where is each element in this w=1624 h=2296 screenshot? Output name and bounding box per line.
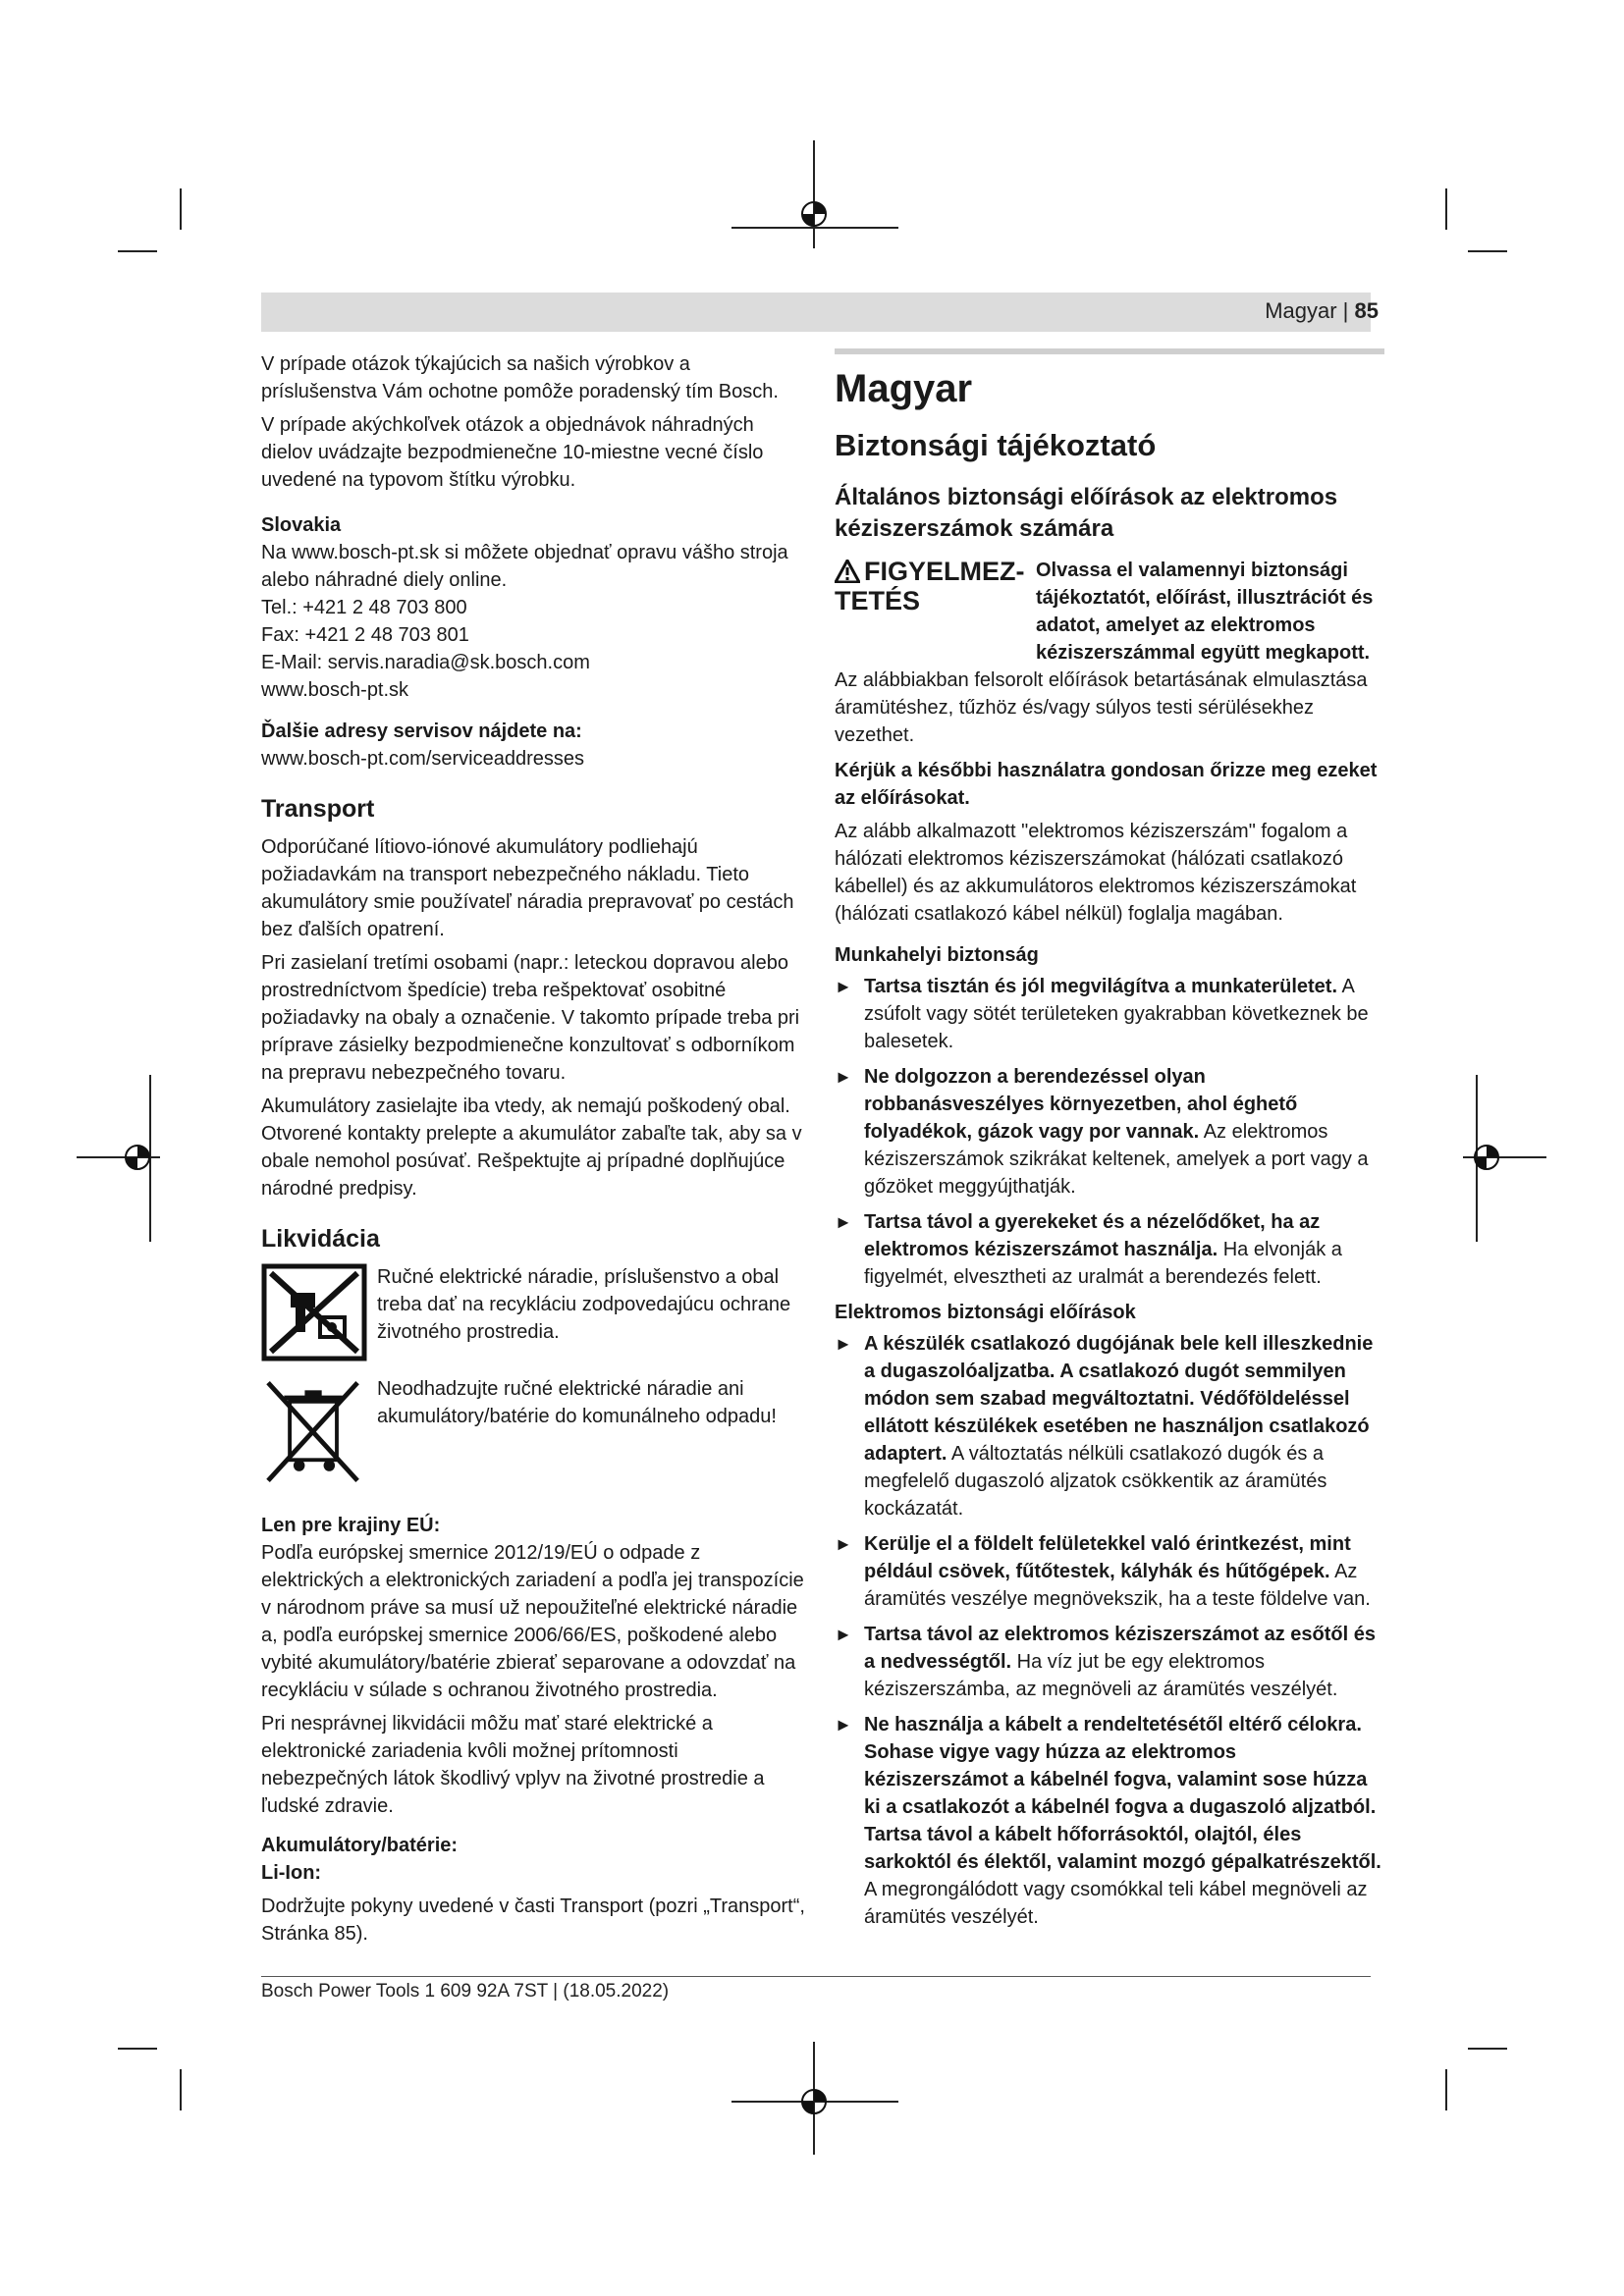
registration-target-icon	[1472, 1143, 1501, 1172]
addresses-url: www.bosch-pt.com/serviceaddresses	[261, 748, 585, 770]
footer-rule	[261, 1976, 1371, 1977]
registration-line	[813, 140, 815, 248]
disposal-bin-text: Neodhadzujte ručné elektrické náradie ani akumulátory/batérie do komunálneho odpadu!	[377, 1378, 777, 1427]
recycling-tools-icon	[261, 1263, 367, 1362]
list-item-bold: Kerülje el a földelt felületekkel való érintkezést, mint például csövek, fűtőtestek, kályhák és hűtőgépek.	[864, 1533, 1351, 1582]
crop-mark	[1445, 188, 1447, 230]
general-safety-heading: Általános biztonsági előírások az elektromos kéziszerszámok számára	[835, 484, 1338, 542]
crossed-out-bin-icon	[261, 1375, 367, 1488]
list-item-text: Az áramütés veszélye megnövekszik, ha a teste földelve van.	[864, 1561, 1371, 1610]
list-item-bold: Tartsa tisztán és jól megvilágítva a munkaterületet.	[864, 976, 1338, 997]
list-item-bold: Ne használja a kábelt a rendeltetésétől eltérő célokra. Sohase vigye vagy húzza az elektromos kéziszerszámot a kábelnél fogva, valamint sose húzza ki a csatlakozót a kábelnél fogva a dugaszoló aljzatból. Tartsa távol a kábelt hőforrásoktól, olajtól, éles sarkoktól és élektől, valamint mozgó gépalkatrészektől.	[864, 1714, 1381, 1873]
crop-mark	[1468, 250, 1507, 252]
bullet-arrow-icon: ►	[835, 977, 852, 996]
list-item-bold: Tartsa távol a gyerekeket és a nézelődőket, ha az elektromos kéziszerszámot használja.	[864, 1211, 1321, 1260]
page-header-label: Magyar | 85	[1265, 298, 1379, 323]
slovakia-line: Na www.bosch-pt.sk si môžete objednať opravu vášho stroja alebo náhradné diely online.	[261, 542, 788, 591]
section-rule	[835, 348, 1384, 354]
list-item-text: Az elektromos kéziszerszámok szikrákat keltenek, amelyek a port vagy a gőzöket meggyújthatják.	[864, 1121, 1369, 1198]
warning-consequence-text: Az alábbiakban felsorolt előírások betartásának elmulasztása áramütéshez, tűzhöz és/vagy súlyos testi sérülésekhez vezethet.	[835, 669, 1368, 746]
slovakia-email: E-Mail: servis.naradia@sk.bosch.com	[261, 652, 590, 673]
list-item-text: Ha elvonják a figyelmét, elvesztheti az uralmát a berendezés felett.	[864, 1239, 1342, 1288]
bullet-arrow-icon: ►	[835, 1212, 852, 1232]
eu-heading: Len pre krajiny EÚ:	[261, 1515, 441, 1536]
warning-label	[835, 557, 1036, 615]
slovakia-fax: Fax: +421 2 48 703 801	[261, 624, 469, 646]
electrical-safety-list	[835, 1330, 1384, 1931]
bullet-arrow-icon: ►	[835, 1067, 852, 1087]
bullet-arrow-icon: ►	[835, 1715, 852, 1735]
right-column	[835, 348, 1384, 1939]
disposal-bin-row	[261, 1375, 806, 1488]
list-item-text: A változtatás nélküli csatlakozó dugók és a megfelelő dugaszoló aljzatok csökkentik az áramütés kockázatát.	[864, 1443, 1327, 1520]
list-item-bold: Tartsa távol az elektromos kéziszerszámot az esőtől és a nedvességtől.	[864, 1624, 1376, 1673]
footer-text: Bosch Power Tools 1 609 92A 7ST | (18.05.2022)	[261, 1981, 670, 2002]
language-title: Magyar	[835, 367, 973, 410]
list-item-bold: A készülék csatlakozó dugójának bele kell illeszkednie a dugaszolóaljzatba. A csatlakozó dugót semmilyen módon sem szabad megváltoztatni. Védőföldeléssel ellátott készülékek esetében ne használjon csatlakozó adaptert.	[864, 1333, 1374, 1465]
battery-heading: Akumulátory/batérie:	[261, 1835, 459, 1856]
liion-text: Dodržujte pokyny uvedené v časti Transport (pozri „Transport“, Stránka 85).	[261, 1896, 805, 1945]
warning-bold-text: Olvassa el valamennyi biztonsági tájékoztatót, előírást, illusztrációt és adatot, amelyet az elektromos kéziszerszámmal együtt megkapott.	[1036, 560, 1374, 664]
bullet-arrow-icon: ►	[835, 1334, 852, 1354]
crop-mark	[118, 2048, 157, 2050]
bullet-arrow-icon: ►	[835, 1625, 852, 1644]
list-item	[835, 1330, 1384, 1522]
work-area-heading: Munkahelyi biztonság	[835, 944, 1039, 966]
list-item	[835, 973, 1384, 1055]
disposal-recycle-text: Ručné elektrické náradie, príslušenstvo a obal treba dať na recykláciu zodpovedajúcu ochrane životného prostredia.	[377, 1266, 791, 1343]
transport-heading: Transport	[261, 795, 375, 823]
list-item	[835, 1711, 1384, 1931]
transport-paragraph: Akumulátory zasielajte iba vtedy, ak nemajú poškodený obal. Otvorené kontakty prelepte a akumulátor zabaľte tak, aby sa v obale nemohol posúvať. Rešpektujte aj prípadné doplňujúce národné predpisy.	[261, 1095, 802, 1200]
disposal-recycle-row	[261, 1263, 806, 1362]
list-item-text: A zsúfolt vagy sötét területeken gyakrabban következnek be balesetek.	[864, 976, 1369, 1052]
header-section: Magyar	[1265, 298, 1337, 323]
work-area-list	[835, 973, 1384, 1291]
crop-mark	[180, 188, 182, 230]
slovakia-heading: Slovakia	[261, 514, 342, 536]
warning-block	[835, 557, 1384, 667]
warning-label-part: FIGYELMEZ-	[864, 557, 1025, 586]
warning-triangle-icon	[835, 560, 860, 583]
left-column	[261, 350, 806, 1948]
eu-paragraph: Podľa európskej smernice 2012/19/EÚ o odpade z elektrických a elektronických zariadení a podľa jej transpozície v národnom práve sa musí už nepoužiteľné elektrické náradie a, podľa európskej smernice 2006/66/ES, poškodené alebo vybité akumulátory/batérie zbierať separovane a odovzdať na recykláciu v súlade s ochranou životného prostredia.	[261, 1542, 804, 1701]
slovakia-phone: Tel.: +421 2 48 703 800	[261, 597, 467, 618]
registration-target-icon	[799, 2087, 829, 2116]
list-item	[835, 1063, 1384, 1201]
crop-mark	[180, 2069, 182, 2110]
eu-paragraph: Pri nesprávnej likvidácii môžu mať staré elektrické a elektronické zariadenia kvôli možnej prítomnosti nebezpečných látok škodlivý vplyv na životné prostredie a ľudské zdravie.	[261, 1713, 765, 1817]
safety-title: Biztonsági tájékoztató	[835, 428, 1157, 462]
list-item-bold: Ne dolgozzon a berendezéssel olyan robbanásveszélyes környezetben, ahol éghető folyadékok, gázok vagy por vannak.	[864, 1066, 1298, 1143]
disposal-heading: Likvidácia	[261, 1225, 380, 1253]
electrical-safety-heading: Elektromos biztonsági előírások	[835, 1302, 1136, 1323]
keep-instructions-notice: Kérjük a későbbi használatra gondosan őrizze meg ezeket az előírásokat.	[835, 760, 1378, 809]
transport-paragraph: Pri zasielaní tretími osobami (napr.: leteckou dopravou alebo prostredníctvom špedície) treba rešpektovať osobitné požiadavky na obaly a označenie. V takomto prípade treba pri príprave zásielky bezpodmienečne konzultovať s odborníkom na prepravu nebezpečného tovaru.	[261, 952, 800, 1084]
term-definition-paragraph: Az alább alkalmazott "elektromos kéziszerszám" fogalom a hálózati elektromos kéziszerszámokat (hálózati csatlakozó kábellel) és az akkumulátoros elektromos kéziszerszámokat (hálózati csatlakozó kábel nélkül) foglalja magában.	[835, 821, 1357, 925]
crop-mark	[118, 250, 157, 252]
page-header-bar	[261, 293, 1371, 332]
liion-heading: Li-Ion:	[261, 1862, 322, 1884]
page-number: 85	[1354, 298, 1379, 323]
intro-paragraph: V prípade akýchkoľvek otázok a objednávok náhradných dielov uvádzajte bezpodmienečne 10-miestne vecné číslo uvedené na typovom štítku výrobku.	[261, 414, 764, 491]
list-item	[835, 1530, 1384, 1613]
list-item	[835, 1621, 1384, 1703]
registration-target-icon	[123, 1143, 152, 1172]
list-item-text: A megrongálódott vagy csomókkal teli kábel megnöveli az áramütés veszélyét.	[864, 1879, 1368, 1928]
intro-paragraph: V prípade otázok týkajúcich sa našich výrobkov a príslušenstva Vám ochotne pomôže poradenský tím Bosch.	[261, 353, 779, 402]
crop-mark	[1468, 2048, 1507, 2050]
warning-label-part: TETÉS	[835, 586, 921, 615]
transport-paragraph: Odporúčané lítiovo-iónové akumulátory podliehajú požiadavkám na transport nebezpečného nákladu. Tieto akumulátory smie používateľ náradia prepravovať po cestách bez ďalších opatrení.	[261, 836, 794, 940]
bullet-arrow-icon: ►	[835, 1534, 852, 1554]
list-item	[835, 1208, 1384, 1291]
addresses-heading: Ďalšie adresy servisov nájdete na:	[261, 721, 582, 742]
list-item-text: Ha víz jut be egy elektromos kéziszerszámba, az megnöveli az áramütés veszélyét.	[864, 1651, 1338, 1700]
crop-mark	[1445, 2069, 1447, 2110]
registration-target-icon	[799, 199, 829, 229]
slovakia-website: www.bosch-pt.sk	[261, 679, 409, 701]
